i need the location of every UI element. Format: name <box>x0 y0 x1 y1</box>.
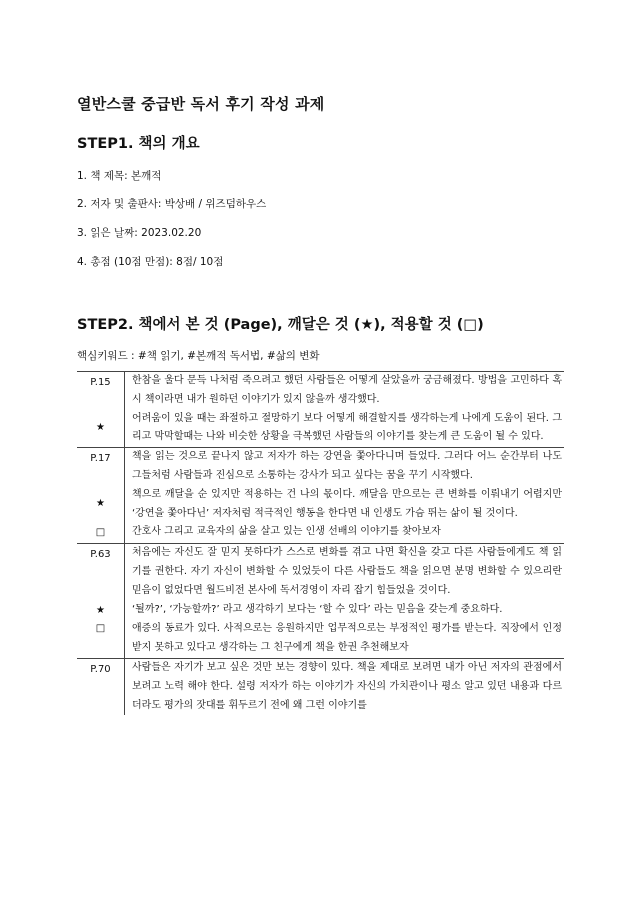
table-row <box>77 620 564 658</box>
page-ref-cell: P.15 <box>77 372 125 410</box>
seen-text-cell: 한참을 울다 문득 나처럼 죽으려고 했던 사람들은 어떻게 살았을까 궁금해졌다. 방법을 고민하다 혹시 책이라면 내가 원하던 이야기가 있지 않을까 생각했다. <box>125 372 565 410</box>
table-row <box>77 410 564 448</box>
book-title-line: 1. 책 제목: 본깨적 <box>77 170 162 182</box>
score-line: 4. 총점 (10점 만점): 8점/ 10점 <box>77 256 224 268</box>
realized-text-cell: 어려움이 있을 때는 좌절하고 절망하기 보다 어떻게 해결할지를 생각하는게 나에게 도움이 된다. 그리고 막막할때는 나와 비슷한 상황을 극복했던 사람들의 이야기를 찾는게 큰 도움이 될 수 있다. <box>132 412 562 443</box>
read-date-line: 3. 읽은 날짜: 2023.02.20 <box>77 227 202 239</box>
notes-table <box>77 371 564 715</box>
realized-text-cell: 책으로 깨달을 순 있지만 적용하는 건 나의 몫이다. 깨달음 만으로는 큰 변화를 이뤄내기 어렵지만 ‘강연을 쫓아다닌’ 저자처럼 적극적인 행동을 한다면 내 인생도 가슴 뛰는 삶이 될 것이다. <box>132 488 562 519</box>
table-row <box>77 544 564 601</box>
box-mark-cell: □ <box>77 523 125 543</box>
author-publisher-line: 2. 저자 및 출판사: 박상배 / 위즈덤하우스 <box>77 198 267 210</box>
seen-text-cell: 처음에는 자신도 잘 믿지 못하다가 스스로 변화를 겪고 나면 확신을 갖고 다른 사람들에게도 책 읽기를 권한다. 자기 자신이 변화할 수 있었듯이 다른 사람들도 책을 읽으면 분명 변화할 수 있으리란 믿음이 없었다면 월드비전 본사에 독서경영이 자리 잡기 힘들었을 것이다. <box>125 544 565 601</box>
realized-text-cell: ‘될까?’, ‘가능할까?’ 라고 생각하기 보다는 ‘할 수 있다’ 라는 믿음을 갖는게 중요하다. <box>132 603 503 615</box>
page-ref-cell: P.17 <box>77 448 125 486</box>
table-row <box>77 658 564 715</box>
star-mark-cell: ★ <box>77 486 125 524</box>
table-row <box>77 601 564 621</box>
star-mark-cell: ★ <box>77 601 125 621</box>
page-ref-cell: P.70 <box>77 658 125 715</box>
table-row <box>77 372 564 410</box>
apply-text-cell: 간호사 그리고 교육자의 삶을 살고 있는 인생 선배의 이야기를 찾아보자 <box>132 526 441 538</box>
table-row <box>77 486 564 524</box>
apply-text-cell: 애증의 동료가 있다. 사적으로는 응원하지만 업무적으로는 부정적인 평가를 받는다. 직장에서 인정받지 못하고 있다고 생각하는 그 친구에게 책을 한권 추천해보자 <box>132 623 562 654</box>
keywords-line: 핵심키워드 : #책 읽기, #본깨적 독서법, #삶의 변화 <box>77 350 320 362</box>
seen-text-cell: 책을 읽는 것으로 끝나지 않고 저자가 하는 강연을 쫓아다니며 들었다. 그러다 어느 순간부터 나도 그들처럼 사람들과 진심으로 소통하는 강사가 되고 싶다는 꿈을 꾸기 시작했다. <box>125 448 565 486</box>
box-mark-cell: □ <box>77 620 125 658</box>
page-ref-cell: P.63 <box>77 544 125 601</box>
document-title: 열반스쿨 중급반 독서 후기 작성 과제 <box>77 95 325 113</box>
table-row <box>77 523 564 543</box>
step2-heading: STEP2. 책에서 본 것 (Page), 깨달은 것 (★), 적용할 것 (□) <box>77 317 484 333</box>
table-row <box>77 448 564 486</box>
step1-heading: STEP1. 책의 개요 <box>77 136 200 152</box>
star-mark-cell: ★ <box>77 410 125 448</box>
seen-text-cell: 사람들은 자기가 보고 싶은 것만 보는 경향이 있다. 책을 제대로 보려면 내가 아닌 저자의 관점에서 보려고 노력 해야 한다. 설령 저자가 하는 이야기가 자신의 가치관이나 평소 알고 있던 내용과 다르더라도 평가의 잣대를 휘두르기 전에 왜 그런 이야기를 <box>125 658 565 715</box>
